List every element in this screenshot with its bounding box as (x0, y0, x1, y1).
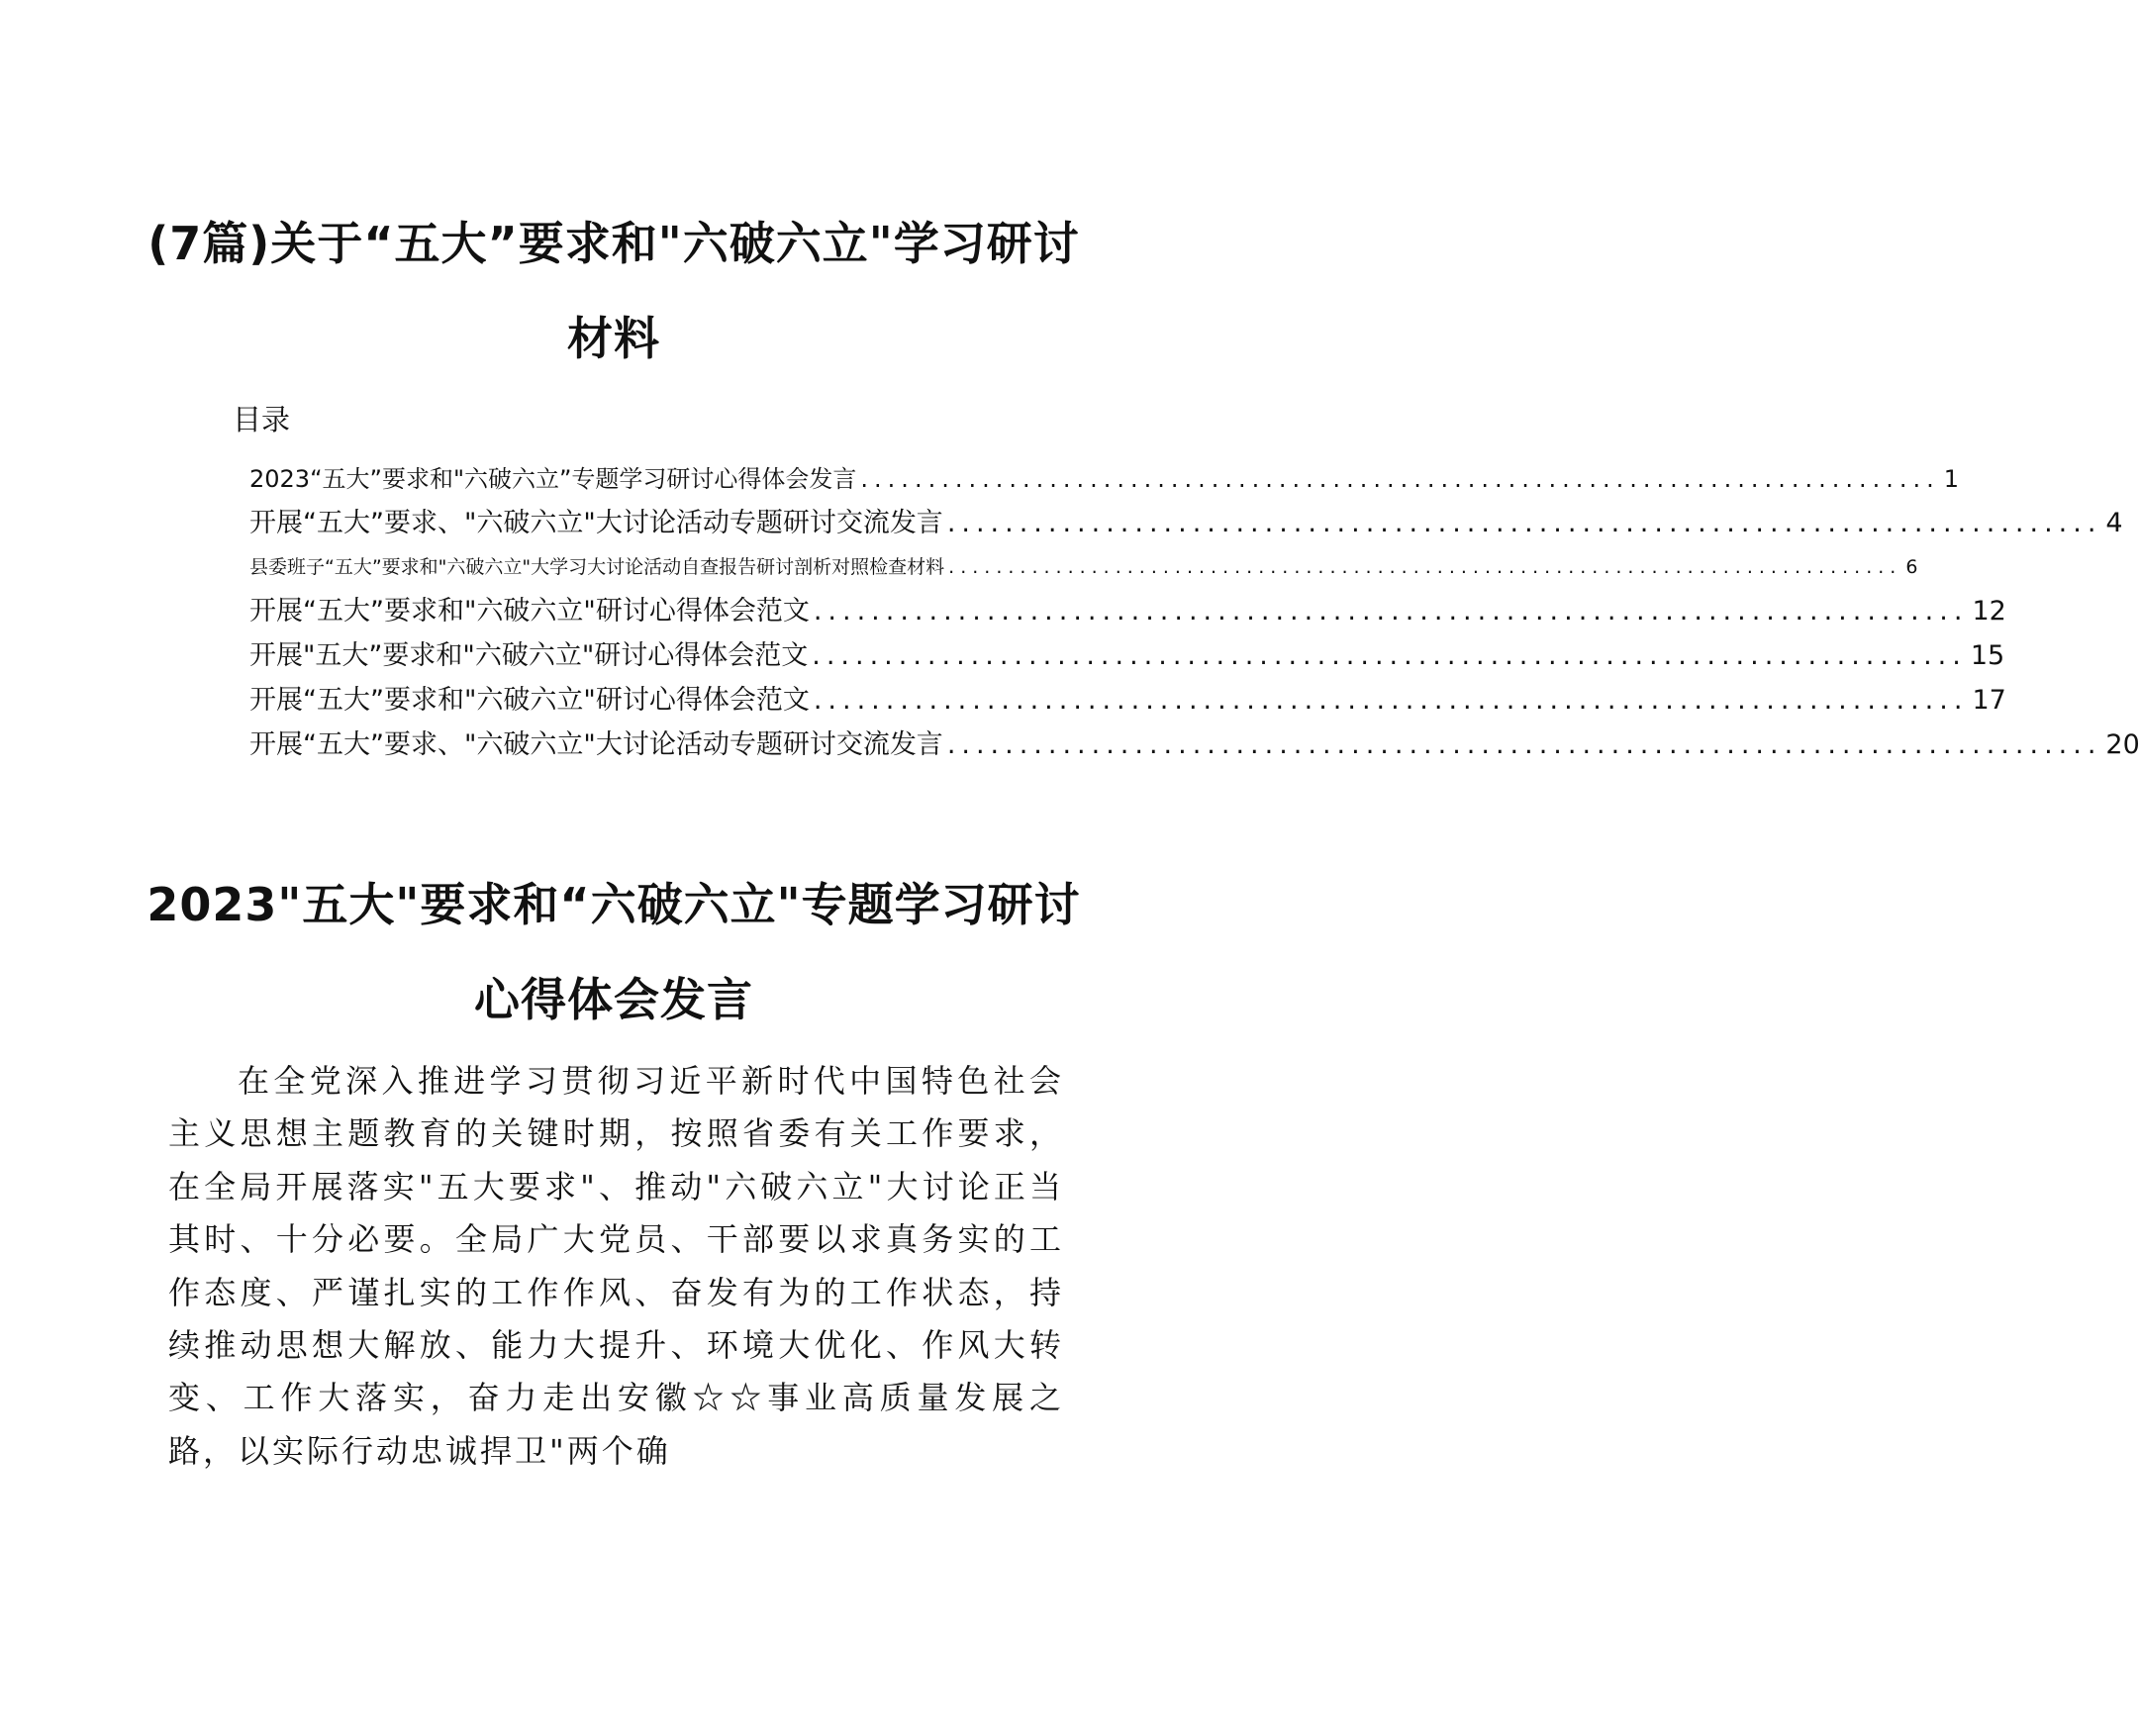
toc-entry-title: 开展“五大”要求和"六破六立"研讨心得体会范文 (249, 685, 810, 716)
toc-entry-title: 开展“五大”要求和"六破六立"研讨心得体会范文 (249, 596, 810, 627)
toc-entry-page: 12 (1972, 596, 2006, 627)
toc-leader-dots: ................................................................................ (946, 508, 2102, 538)
toc-entry-page: 20 (2105, 729, 2140, 760)
toc-entry-page: 15 (1970, 640, 2005, 671)
toc-heading: 目录 (233, 403, 291, 436)
toc-leader-dots: ................................................................................ (860, 465, 1940, 493)
toc-entry[interactable] (249, 678, 2006, 723)
toc-entry-title: 开展"五大”要求和"六破六立"研讨心得体会范文 (249, 640, 809, 671)
toc-entry[interactable] (249, 457, 1960, 501)
document-title: (7篇)关于“五大”要求和"六破六立"学习研讨材料 (147, 217, 1080, 365)
toc-entry[interactable] (249, 723, 2140, 767)
toc-entry[interactable] (249, 501, 2123, 545)
body-paragraph: 在全党深入推进学习贯彻习近平新时代中国特色社会主义思想主题教育的关键时期，按照省委有关工作要求，在全局开展落实"五大要求"、推动"六破六立"大讨论正当其时、十分必要。全局广大党员、干部要以求真务实的工作态度、严谨扎实的工作作风、奋发有为的工作状态，持续推动思想大解放、能力大提升、环境大优化、作风大转变、工作大落实，奋力走出安徽☆☆事业高质量发展之路，以实际行动忠诚捍卫"两个确 (168, 1062, 1064, 1470)
toc-entry-page: 17 (1972, 685, 2006, 716)
section-title: 2023"五大"要求和“六破六立"专题学习研讨心得体会发言 (146, 878, 1081, 1026)
toc-leader-dots: ................................................................................ (813, 685, 1969, 716)
toc-entry-title: 2023“五大”要求和"六破六立”专题学习研讨心得体会发言 (249, 465, 857, 493)
table-of-contents (249, 457, 2140, 767)
toc-entry-page: 1 (1943, 465, 1960, 493)
toc-leader-dots: ................................................................................ (948, 556, 1902, 578)
toc-entry-title: 开展“五大”要求、"六破六立"大讨论活动专题研讨交流发言 (249, 729, 943, 760)
toc-entry[interactable] (249, 633, 2005, 678)
toc-leader-dots: ................................................................................ (946, 729, 2102, 760)
toc-leader-dots: ................................................................................ (812, 640, 1967, 671)
toc-entry-title: 县委班子“五大”要求和"六破六立"大学习大讨论活动自查报告研讨剖析对照检查材料 (249, 556, 945, 578)
toc-entry-title: 开展“五大”要求、"六破六立"大讨论活动专题研讨交流发言 (249, 508, 943, 538)
toc-entry-page: 6 (1905, 556, 1918, 578)
toc-leader-dots: ................................................................................ (813, 596, 1969, 627)
toc-entry[interactable] (249, 545, 1918, 589)
toc-entry-page: 4 (2105, 508, 2123, 538)
toc-entry[interactable] (249, 589, 2006, 633)
